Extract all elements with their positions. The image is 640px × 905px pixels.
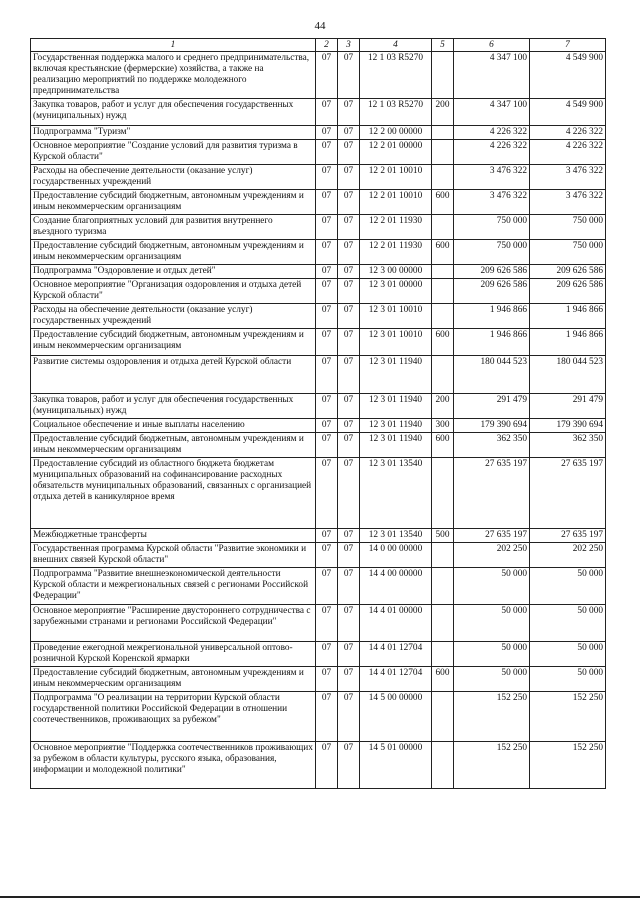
row-name-cell: Подпрограмма "Туризм" <box>31 126 316 140</box>
row-value-cell: 07 <box>316 742 338 789</box>
row-value-cell: 07 <box>316 529 338 543</box>
row-value-cell: 07 <box>338 742 360 789</box>
table-row <box>31 419 606 433</box>
row-name-cell: Межбюджетные трансферты <box>31 529 316 543</box>
row-value-cell: 07 <box>316 458 338 529</box>
row-value-cell <box>432 356 454 394</box>
row-value-cell: 12 2 01 11930 <box>360 240 432 265</box>
row-value-cell: 600 <box>432 433 454 458</box>
row-name-cell: Подпрограмма "Развитие внешнеэкономической деятельности Курской области и межрегиональных связей с регионами Российской Федерации" <box>31 568 316 605</box>
row-value-cell: 50 000 <box>454 568 530 605</box>
row-name-cell: Основное мероприятие "Организация оздоровления и отдыха детей Курской области" <box>31 279 316 304</box>
row-value-cell <box>432 543 454 568</box>
row-name-cell: Социальное обеспечение и иные выплаты населению <box>31 419 316 433</box>
row-value-cell: 291 479 <box>530 394 606 419</box>
row-value-cell: 07 <box>316 52 338 99</box>
row-value-cell: 12 2 01 10010 <box>360 165 432 190</box>
table-row <box>31 742 606 789</box>
row-name-cell: Закупка товаров, работ и услуг для обеспечения государственных (муниципальных) нужд <box>31 394 316 419</box>
row-value-cell: 50 000 <box>454 667 530 692</box>
header-cell: 5 <box>432 39 454 52</box>
row-value-cell: 179 390 694 <box>454 419 530 433</box>
row-value-cell: 4 226 322 <box>454 126 530 140</box>
row-value-cell: 209 626 586 <box>454 279 530 304</box>
row-value-cell: 07 <box>316 140 338 165</box>
row-value-cell: 14 0 00 00000 <box>360 543 432 568</box>
row-name-cell: Предоставление субсидий бюджетным, автономным учреждениям и иным некоммерческим организациям <box>31 329 316 356</box>
row-value-cell: 07 <box>338 394 360 419</box>
row-value-cell: 07 <box>316 356 338 394</box>
row-value-cell <box>432 742 454 789</box>
row-value-cell: 07 <box>338 126 360 140</box>
row-name-cell: Закупка товаров, работ и услуг для обеспечения государственных (муниципальных) нужд <box>31 99 316 126</box>
row-value-cell: 202 250 <box>454 543 530 568</box>
row-value-cell: 07 <box>338 265 360 279</box>
row-value-cell: 07 <box>316 165 338 190</box>
row-value-cell: 600 <box>432 240 454 265</box>
table-body <box>31 39 606 789</box>
header-cell: 1 <box>31 39 316 52</box>
row-value-cell: 12 3 01 11940 <box>360 433 432 458</box>
row-value-cell: 07 <box>338 529 360 543</box>
table-row <box>31 99 606 126</box>
row-value-cell: 500 <box>432 529 454 543</box>
row-value-cell: 4 347 100 <box>454 52 530 99</box>
row-value-cell: 07 <box>338 215 360 240</box>
row-value-cell: 12 3 00 00000 <box>360 265 432 279</box>
row-value-cell: 4 347 100 <box>454 99 530 126</box>
header-cell: 2 <box>316 39 338 52</box>
bottom-rule <box>0 896 640 898</box>
row-value-cell: 209 626 586 <box>530 279 606 304</box>
row-value-cell: 07 <box>338 304 360 329</box>
row-value-cell <box>432 568 454 605</box>
header-row <box>31 39 606 52</box>
row-value-cell: 50 000 <box>454 642 530 667</box>
table-row <box>31 529 606 543</box>
table-row <box>31 304 606 329</box>
row-name-cell: Проведение ежегодной межрегиональной универсальной оптово-розничной Курской Коренской ярмарки <box>31 642 316 667</box>
row-value-cell: 07 <box>316 126 338 140</box>
row-value-cell: 4 549 900 <box>530 99 606 126</box>
row-value-cell: 07 <box>338 605 360 642</box>
row-value-cell: 07 <box>316 329 338 356</box>
row-value-cell <box>432 279 454 304</box>
row-value-cell: 07 <box>338 356 360 394</box>
row-value-cell: 14 4 01 00000 <box>360 605 432 642</box>
row-value-cell: 600 <box>432 667 454 692</box>
row-value-cell: 4 226 322 <box>454 140 530 165</box>
row-name-cell: Государственная поддержка малого и среднего предпринимательства, включая крестьянские (фермерские) хозяйства, а также на реализацию мероприятий по поддержке молодежного предпринимательства <box>31 52 316 99</box>
row-name-cell: Предоставление субсидий бюджетным, автономным учреждениям и иным некоммерческим организациям <box>31 433 316 458</box>
row-value-cell: 12 3 01 10010 <box>360 304 432 329</box>
row-value-cell: 07 <box>338 140 360 165</box>
row-name-cell: Основное мероприятие "Расширение двустороннего сотрудничества с зарубежными странами и регионами Российской Федерации" <box>31 605 316 642</box>
row-value-cell: 200 <box>432 394 454 419</box>
row-value-cell: 07 <box>338 543 360 568</box>
row-value-cell: 3 476 322 <box>530 190 606 215</box>
row-value-cell <box>432 52 454 99</box>
row-value-cell: 07 <box>316 304 338 329</box>
row-value-cell <box>432 265 454 279</box>
row-value-cell: 152 250 <box>530 742 606 789</box>
row-value-cell: 14 5 00 00000 <box>360 692 432 742</box>
row-value-cell: 1 946 866 <box>454 329 530 356</box>
row-value-cell: 07 <box>338 667 360 692</box>
row-value-cell: 07 <box>338 642 360 667</box>
row-value-cell: 12 2 01 11930 <box>360 215 432 240</box>
row-value-cell: 07 <box>338 458 360 529</box>
row-value-cell: 07 <box>316 394 338 419</box>
row-value-cell: 27 635 197 <box>530 529 606 543</box>
row-value-cell <box>432 165 454 190</box>
row-value-cell: 27 635 197 <box>454 529 530 543</box>
row-value-cell: 12 1 03 R5270 <box>360 52 432 99</box>
row-value-cell: 4 226 322 <box>530 140 606 165</box>
row-name-cell: Расходы на обеспечение деятельности (оказание услуг) государственных учреждений <box>31 304 316 329</box>
row-value-cell <box>432 605 454 642</box>
row-value-cell: 12 2 01 00000 <box>360 140 432 165</box>
row-value-cell: 07 <box>338 692 360 742</box>
row-value-cell: 14 4 01 12704 <box>360 642 432 667</box>
row-value-cell: 07 <box>338 190 360 215</box>
row-value-cell: 300 <box>432 419 454 433</box>
table-row <box>31 240 606 265</box>
row-name-cell: Предоставление субсидий из областного бюджета бюджетам муниципальных образований на софинансирование расходных обязательств муниципальных образований, связанных с организацией отдыха детей в каникулярное время <box>31 458 316 529</box>
header-cell: 7 <box>530 39 606 52</box>
row-value-cell: 1 946 866 <box>530 329 606 356</box>
row-value-cell: 07 <box>338 329 360 356</box>
row-value-cell <box>432 140 454 165</box>
row-value-cell: 12 3 01 11940 <box>360 419 432 433</box>
row-name-cell: Подпрограмма "Оздоровление и отдых детей" <box>31 265 316 279</box>
row-value-cell <box>432 126 454 140</box>
table-row <box>31 165 606 190</box>
row-value-cell: 3 476 322 <box>530 165 606 190</box>
row-name-cell: Предоставление субсидий бюджетным, автономным учреждениям и иным некоммерческим организациям <box>31 190 316 215</box>
row-value-cell: 07 <box>316 667 338 692</box>
row-name-cell: Предоставление субсидий бюджетным, автономным учреждениям и иным некоммерческим организациям <box>31 240 316 265</box>
row-value-cell: 209 626 586 <box>530 265 606 279</box>
table-row <box>31 126 606 140</box>
row-value-cell: 600 <box>432 190 454 215</box>
row-value-cell: 12 3 01 10010 <box>360 329 432 356</box>
table-row <box>31 568 606 605</box>
row-value-cell: 3 476 322 <box>454 190 530 215</box>
row-value-cell: 27 635 197 <box>530 458 606 529</box>
table-row <box>31 433 606 458</box>
row-value-cell: 12 2 01 10010 <box>360 190 432 215</box>
row-value-cell: 07 <box>338 279 360 304</box>
row-value-cell: 152 250 <box>454 742 530 789</box>
table-row <box>31 52 606 99</box>
row-value-cell: 07 <box>338 568 360 605</box>
row-value-cell: 750 000 <box>454 240 530 265</box>
budget-table <box>30 38 606 789</box>
table-row <box>31 190 606 215</box>
row-value-cell <box>432 458 454 529</box>
row-value-cell: 07 <box>338 165 360 190</box>
row-name-cell: Государственная программа Курской области "Развитие экономики и внешних связей Курской области" <box>31 543 316 568</box>
row-value-cell: 12 3 01 13540 <box>360 458 432 529</box>
row-value-cell: 14 5 01 00000 <box>360 742 432 789</box>
row-value-cell: 12 3 01 13540 <box>360 529 432 543</box>
row-name-cell: Развитие системы оздоровления и отдыха детей Курской области <box>31 356 316 394</box>
row-value-cell: 07 <box>338 240 360 265</box>
row-value-cell <box>432 304 454 329</box>
table-row <box>31 458 606 529</box>
row-value-cell: 152 250 <box>454 692 530 742</box>
row-value-cell: 07 <box>338 419 360 433</box>
row-value-cell: 179 390 694 <box>530 419 606 433</box>
row-value-cell: 27 635 197 <box>454 458 530 529</box>
row-value-cell: 07 <box>316 433 338 458</box>
row-value-cell: 07 <box>316 265 338 279</box>
row-value-cell: 50 000 <box>530 568 606 605</box>
row-value-cell: 12 1 03 R5270 <box>360 99 432 126</box>
header-cell: 4 <box>360 39 432 52</box>
row-value-cell: 291 479 <box>454 394 530 419</box>
row-value-cell: 750 000 <box>454 215 530 240</box>
row-name-cell: Расходы на обеспечение деятельности (оказание услуг) государственных учреждений <box>31 165 316 190</box>
row-value-cell: 209 626 586 <box>454 265 530 279</box>
row-name-cell: Основное мероприятие "Поддержка соотечественников проживающих за рубежом в области культуры, русского языка, образования, информации и молодежной политики" <box>31 742 316 789</box>
table-row <box>31 543 606 568</box>
row-value-cell: 12 2 00 00000 <box>360 126 432 140</box>
row-value-cell: 3 476 322 <box>454 165 530 190</box>
row-value-cell: 12 3 01 00000 <box>360 279 432 304</box>
row-value-cell: 07 <box>316 99 338 126</box>
row-value-cell: 07 <box>316 419 338 433</box>
row-value-cell: 07 <box>316 642 338 667</box>
row-value-cell: 14 4 00 00000 <box>360 568 432 605</box>
row-value-cell: 750 000 <box>530 215 606 240</box>
row-value-cell: 07 <box>316 190 338 215</box>
table-row <box>31 642 606 667</box>
row-value-cell: 362 350 <box>530 433 606 458</box>
row-name-cell: Создание благоприятных условий для развития внутреннего въездного туризма <box>31 215 316 240</box>
row-value-cell: 50 000 <box>454 605 530 642</box>
row-name-cell: Предоставление субсидий бюджетным, автономным учреждениям и иным некоммерческим организациям <box>31 667 316 692</box>
row-value-cell: 12 3 01 11940 <box>360 394 432 419</box>
row-value-cell <box>432 215 454 240</box>
row-value-cell: 4 549 900 <box>530 52 606 99</box>
row-value-cell: 07 <box>316 605 338 642</box>
row-value-cell: 07 <box>338 52 360 99</box>
row-value-cell: 07 <box>338 99 360 126</box>
row-value-cell: 200 <box>432 99 454 126</box>
page-number: 44 <box>314 20 326 32</box>
row-value-cell: 50 000 <box>530 667 606 692</box>
table-row <box>31 329 606 356</box>
table-row <box>31 215 606 240</box>
row-value-cell: 07 <box>316 215 338 240</box>
row-value-cell: 50 000 <box>530 605 606 642</box>
row-value-cell: 07 <box>316 543 338 568</box>
row-value-cell: 50 000 <box>530 642 606 667</box>
row-name-cell: Подпрограмма "О реализации на территории Курской области государственной политики Российской Федерации в отношении соотечественников, проживающих за рубежом" <box>31 692 316 742</box>
row-value-cell: 07 <box>316 692 338 742</box>
row-value-cell: 180 044 523 <box>530 356 606 394</box>
table-row <box>31 394 606 419</box>
row-value-cell: 750 000 <box>530 240 606 265</box>
row-value-cell: 4 226 322 <box>530 126 606 140</box>
header-cell: 3 <box>338 39 360 52</box>
row-name-cell: Основное мероприятие "Создание условий для развития туризма в Курской области" <box>31 140 316 165</box>
table-row <box>31 140 606 165</box>
table-row <box>31 605 606 642</box>
row-value-cell <box>432 642 454 667</box>
row-value-cell: 1 946 866 <box>454 304 530 329</box>
row-value-cell: 152 250 <box>530 692 606 742</box>
row-value-cell: 600 <box>432 329 454 356</box>
row-value-cell: 07 <box>316 279 338 304</box>
row-value-cell: 07 <box>316 568 338 605</box>
table-row <box>31 279 606 304</box>
row-value-cell: 14 4 01 12704 <box>360 667 432 692</box>
table-row <box>31 667 606 692</box>
table-row <box>31 692 606 742</box>
table-row <box>31 356 606 394</box>
row-value-cell: 362 350 <box>454 433 530 458</box>
row-value-cell <box>432 692 454 742</box>
row-value-cell: 1 946 866 <box>530 304 606 329</box>
row-value-cell: 07 <box>338 433 360 458</box>
row-value-cell: 07 <box>316 240 338 265</box>
table-row <box>31 265 606 279</box>
row-value-cell: 180 044 523 <box>454 356 530 394</box>
row-value-cell: 202 250 <box>530 543 606 568</box>
row-value-cell: 12 3 01 11940 <box>360 356 432 394</box>
header-cell: 6 <box>454 39 530 52</box>
